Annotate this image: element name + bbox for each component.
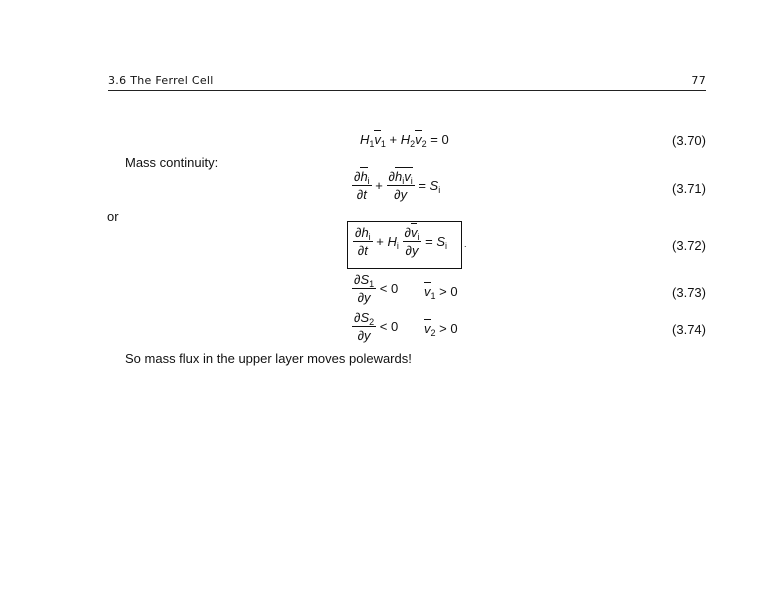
mass-continuity-label: Mass continuity: bbox=[125, 155, 219, 170]
equation-number: (3.70) bbox=[672, 133, 706, 148]
equation-3-72: $\frac{\partial h_i}{\partial t}$ + $H_i$ $\frac{\partial v_i}{\partial y}$ = $S_i$ bbox=[355, 225, 447, 258]
equation-3-74: $\frac{\partial S_2}{\partial y}$ < 0 bbox=[354, 310, 399, 343]
equation-3-73-condition: $v_1 > 0$ bbox=[424, 284, 458, 301]
or-label: or bbox=[107, 209, 119, 224]
equation-number: (3.73) bbox=[672, 285, 706, 300]
page-number: 77 bbox=[691, 74, 706, 87]
equation-period: . bbox=[464, 239, 467, 249]
equation-number: (3.71) bbox=[672, 181, 706, 196]
equation-3-73: $\frac{\partial S_1}{\partial y}$ < 0 bbox=[354, 272, 399, 305]
conclusion-text: So mass flux in the upper layer moves polewards! bbox=[125, 351, 412, 366]
equation-number: (3.74) bbox=[672, 322, 706, 337]
equation-3-71: $\frac{\partial h_i}{\partial t}$ + $\frac{\partial h_iv_i}{\partial y}$ = $S_i$ bbox=[354, 169, 441, 202]
equation-3-70: $H_1v_1 + H_2v_2 = 0$ bbox=[360, 132, 449, 149]
running-header bbox=[108, 73, 706, 91]
equation-3-74-condition: $v_2 > 0$ bbox=[424, 321, 458, 338]
section-title: 3.6 The Ferrel Cell bbox=[108, 74, 214, 87]
equation-number: (3.72) bbox=[672, 238, 706, 253]
